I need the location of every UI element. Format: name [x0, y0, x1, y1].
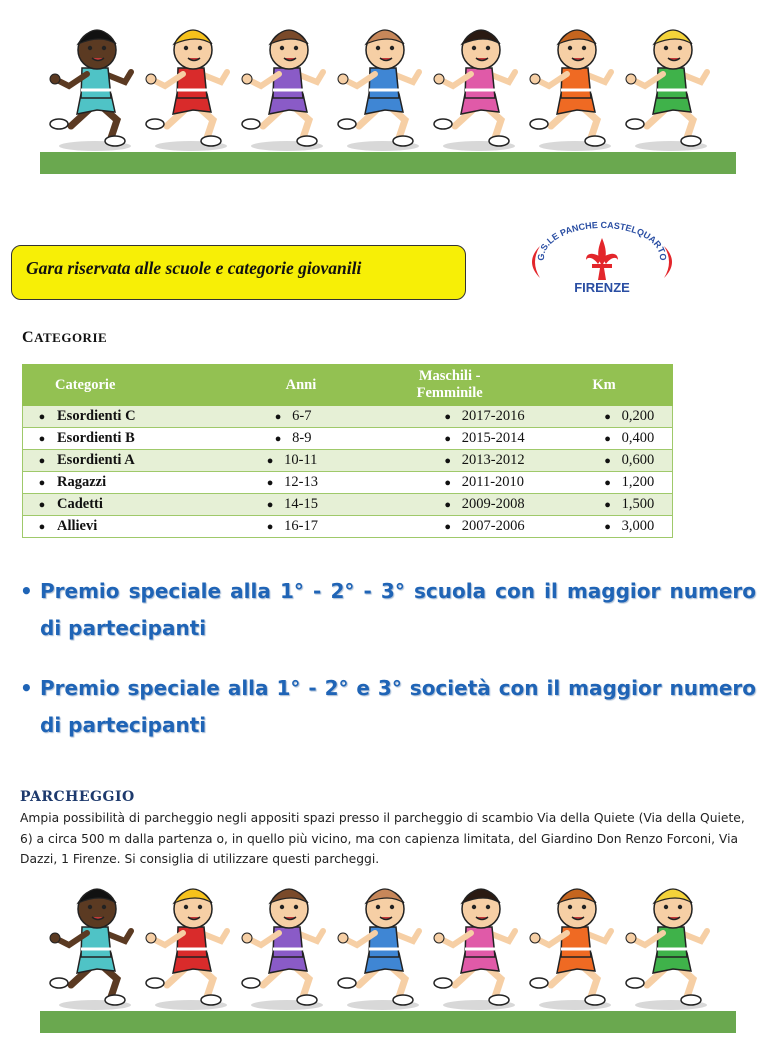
cell-text: 2011-2010 — [461, 474, 525, 490]
table-row — [23, 472, 673, 494]
cell-text: 2007-2006 — [461, 518, 525, 534]
runner-girl-blond — [626, 889, 707, 1005]
bullet-icon: ● — [266, 476, 274, 489]
lily-icon — [586, 238, 618, 280]
table-cell — [532, 406, 673, 428]
table-row — [23, 428, 673, 450]
event-banner — [11, 245, 466, 300]
bullet-icon: ● — [38, 498, 46, 511]
table-cell — [23, 450, 203, 472]
bullet-icon: ● — [604, 520, 611, 533]
logo-arc-text: G.S.LE PANCHE CASTELQUARTO — [535, 219, 669, 261]
bullet-icon: ● — [38, 410, 46, 423]
bullet-icon: ● — [266, 498, 274, 511]
header-categorie: Categorie — [23, 365, 203, 406]
cell-text: 6-7 — [292, 408, 312, 424]
table-row — [23, 516, 673, 538]
header-maschili-femminile: Maschili - Femminile — [382, 365, 532, 406]
runner-girl-ponytail — [242, 30, 323, 146]
logo-city: FIRENZE — [574, 280, 630, 295]
table-cell — [532, 428, 673, 450]
runner-girl-blond — [626, 30, 707, 146]
bullet-icon: ● — [444, 498, 452, 511]
bullet-icon: ● — [444, 410, 452, 423]
cell-text: 8-9 — [292, 430, 312, 446]
runner-boy-blond — [146, 30, 227, 146]
runner-boy-glasses — [338, 30, 419, 146]
table-cell — [382, 428, 532, 450]
table-cell — [532, 516, 673, 538]
bullet-icon: ● — [38, 476, 46, 489]
runners-svg-bottom — [0, 865, 768, 1043]
parking-title: PARCHEGGIO — [20, 789, 135, 805]
banner-text: Gara riservata alle scuole e categorie giovanili — [26, 258, 362, 278]
table-cell — [202, 472, 382, 494]
bullet-icon: ● — [444, 432, 452, 445]
cell-text: 10-11 — [284, 452, 318, 468]
table-cell — [202, 406, 382, 428]
table-cell — [23, 516, 203, 538]
runner-boy-glasses — [338, 889, 419, 1005]
cell-text: 14-15 — [284, 496, 318, 512]
header-anni: Anni — [202, 365, 382, 406]
cell-text: 16-17 — [284, 518, 318, 534]
bullet-icon: ● — [444, 476, 452, 489]
bullet-icon: ● — [444, 454, 452, 467]
bullet-icon: ● — [38, 432, 46, 445]
table-cell — [382, 516, 532, 538]
bullet-icon: ● — [604, 454, 611, 467]
bullet-icon: ● — [274, 432, 282, 445]
categories-heading: CATEGORIE — [22, 329, 108, 346]
prize-school: • Premio speciale alla 1° - 2° - 3° scuola con il maggior numero di partecipanti — [20, 573, 756, 647]
bullet-icon: ● — [266, 520, 274, 533]
bullet-icon: ● — [274, 410, 282, 423]
bullet-icon: ● — [38, 454, 46, 467]
table-cell — [382, 450, 532, 472]
table-cell — [382, 472, 532, 494]
cell-text: Esordienti B — [57, 430, 135, 446]
bullet-icon: • — [20, 676, 33, 700]
table-header-row — [23, 365, 673, 406]
ground-strip — [40, 1011, 736, 1033]
cell-text: Cadetti — [57, 496, 103, 512]
runner-girl-pigtails — [434, 889, 515, 1005]
table-row — [23, 450, 673, 472]
cell-text: 0,200 — [621, 408, 655, 424]
cell-text: 1,500 — [621, 496, 655, 512]
table-row — [23, 406, 673, 428]
cell-text: 2015-2014 — [461, 430, 525, 446]
cell-text: 2017-2016 — [461, 408, 525, 424]
runners-svg-top — [0, 0, 768, 182]
runner-girl-pigtails — [434, 30, 515, 146]
categories-table — [22, 364, 673, 538]
cell-text: Ragazzi — [57, 474, 107, 490]
runner-boy-brown — [530, 30, 611, 146]
parking-text: Ampia possibilità di parcheggio negli appositi spazi presso il parcheggio di scambio Via della Quiete (Via della Quiete, 6) a circa 500 m dalla partenza o, in quello più vicino, ma con capienza limitata, del Giardino Don Renzo Forconi, Via Dazzi, 1 Firenze. Si consiglia di utilizzare questi parcheggi. — [20, 811, 745, 866]
cell-text: Esordienti C — [57, 408, 136, 424]
bullet-icon: ● — [38, 520, 46, 533]
cell-text: 3,000 — [621, 518, 655, 534]
runner-boy-blond — [146, 889, 227, 1005]
runners-illustration-bottom — [0, 865, 768, 1043]
table-cell — [23, 406, 203, 428]
cell-text: 0,400 — [621, 430, 655, 446]
cell-text: Esordienti A — [57, 452, 135, 468]
bullet-icon: ● — [604, 498, 611, 511]
bullet-icon: • — [20, 579, 33, 603]
ground-strip — [40, 152, 736, 174]
bullet-icon: ● — [604, 410, 611, 423]
table-cell — [202, 450, 382, 472]
header-km: Km — [532, 365, 673, 406]
club-logo — [522, 218, 682, 303]
table-cell — [202, 428, 382, 450]
runners-illustration-top — [0, 0, 768, 182]
bullet-icon: ● — [266, 454, 274, 467]
table-cell — [532, 450, 673, 472]
table-cell — [23, 472, 203, 494]
table-cell — [202, 516, 382, 538]
table-cell — [382, 406, 532, 428]
cell-text: 1,200 — [621, 474, 655, 490]
cell-text: 2013-2012 — [461, 452, 525, 468]
runner-boy-curly — [50, 30, 131, 146]
table-cell — [382, 494, 532, 516]
cell-text: 2009-2008 — [461, 496, 525, 512]
runner-boy-brown — [530, 889, 611, 1005]
bullet-icon: ● — [604, 432, 611, 445]
table-cell — [532, 494, 673, 516]
runner-girl-ponytail — [242, 889, 323, 1005]
cell-text: 0,600 — [621, 452, 655, 468]
prize-society: • Premio speciale alla 1° - 2° e 3° società con il maggior numero di partecipanti — [20, 670, 756, 744]
table-cell — [23, 494, 203, 516]
table-cell — [532, 472, 673, 494]
table-cell — [23, 428, 203, 450]
runner-boy-curly — [50, 889, 131, 1005]
table-cell — [202, 494, 382, 516]
cell-text: 12-13 — [284, 474, 318, 490]
bullet-icon: ● — [444, 520, 452, 533]
bullet-icon: ● — [604, 476, 611, 489]
table-row — [23, 494, 673, 516]
cell-text: Allievi — [57, 518, 98, 534]
